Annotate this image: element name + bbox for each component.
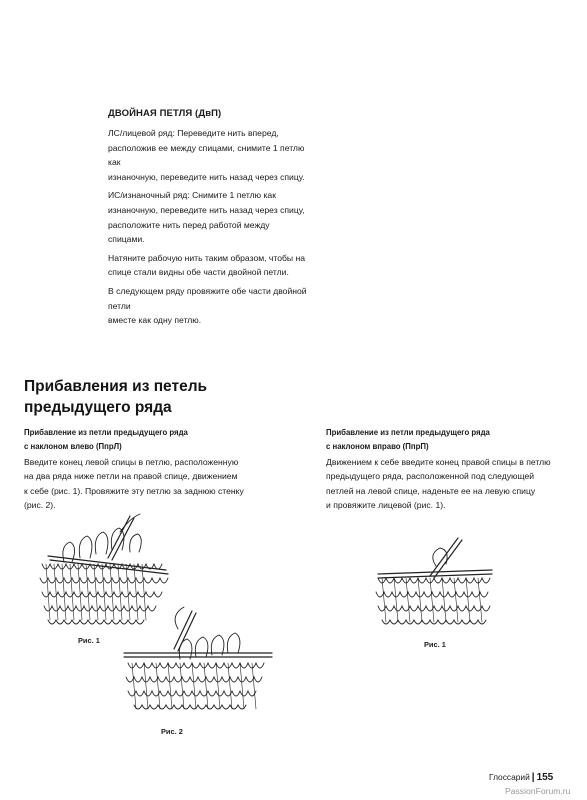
right-body: Движением к себе введите конец правой спицы в петлю предыдущего ряда, расположенной под следующей петлей на левой спице, наденьте ее на левую спицу и провяжите лицевой (рис. 1). [326, 456, 551, 511]
page-number: 155 [536, 772, 554, 783]
footer-section-label: Глоссарий [489, 772, 530, 782]
stitch-rows [376, 578, 490, 624]
stitch-verticals [382, 578, 482, 622]
figure-caption-left-1: Рис. 1 [78, 636, 100, 645]
left-subtitle-line: с наклоном влево (ПпрЛ) [24, 442, 122, 452]
paragraph-rs: ЛС/лицевой ряд: Переведите нить вперед, расположив ее между спицами, снимите 1 петлю как изнаночную, переведите нить назад через спицу. [108, 128, 305, 182]
section-title-double-stitch: ДВОЙНАЯ ПЕТЛЯ (ДвП) [108, 108, 222, 119]
stitch-verticals [132, 663, 256, 709]
right-increase-column [326, 426, 566, 513]
knitting-illustration-left-fig2 [120, 605, 280, 723]
paragraph-tension: Натяните рабочую нить таким образом, чтобы на спице стали видны обе части двойной петли. [108, 252, 306, 278]
left-subtitle-line: Прибавление из петли предыдущего ряда [24, 428, 188, 437]
paragraph-ws: ИС/изнаночный ряд: Снимите 1 петлю как изнаночную, переведите нить назад через спицу, расположите нить перед работой между спицами. [108, 190, 305, 245]
paragraph-next-row: В следующем ряду провяжите обе части двойной петли вместе как одну петлю. [108, 285, 307, 326]
section-title-increases: Прибавления из петель предыдущего ряда [24, 378, 208, 416]
double-stitch-text [108, 126, 308, 328]
page-footer [489, 767, 553, 785]
figure-caption-left-2: Рис. 2 [161, 727, 183, 736]
figure-caption-right-1: Рис. 1 [424, 640, 446, 649]
left-increase-column [24, 426, 264, 513]
knitting-illustration-right-fig1 [370, 536, 500, 638]
watermark: PassionForum.ru [505, 786, 571, 796]
right-subtitle-line: Прибавление из петли предыдущего ряда [326, 428, 490, 437]
footer-separator: | [531, 772, 535, 783]
left-body: Введите конец левой спицы в петлю, расположенную на два ряда ниже петли на правой спице, движением к себе (рис. 1). Провяжите эту петлю за заднюю стенку (рис. 2). [24, 456, 244, 511]
right-subtitle-line: с наклоном вправо (ПпрП) [326, 442, 429, 452]
